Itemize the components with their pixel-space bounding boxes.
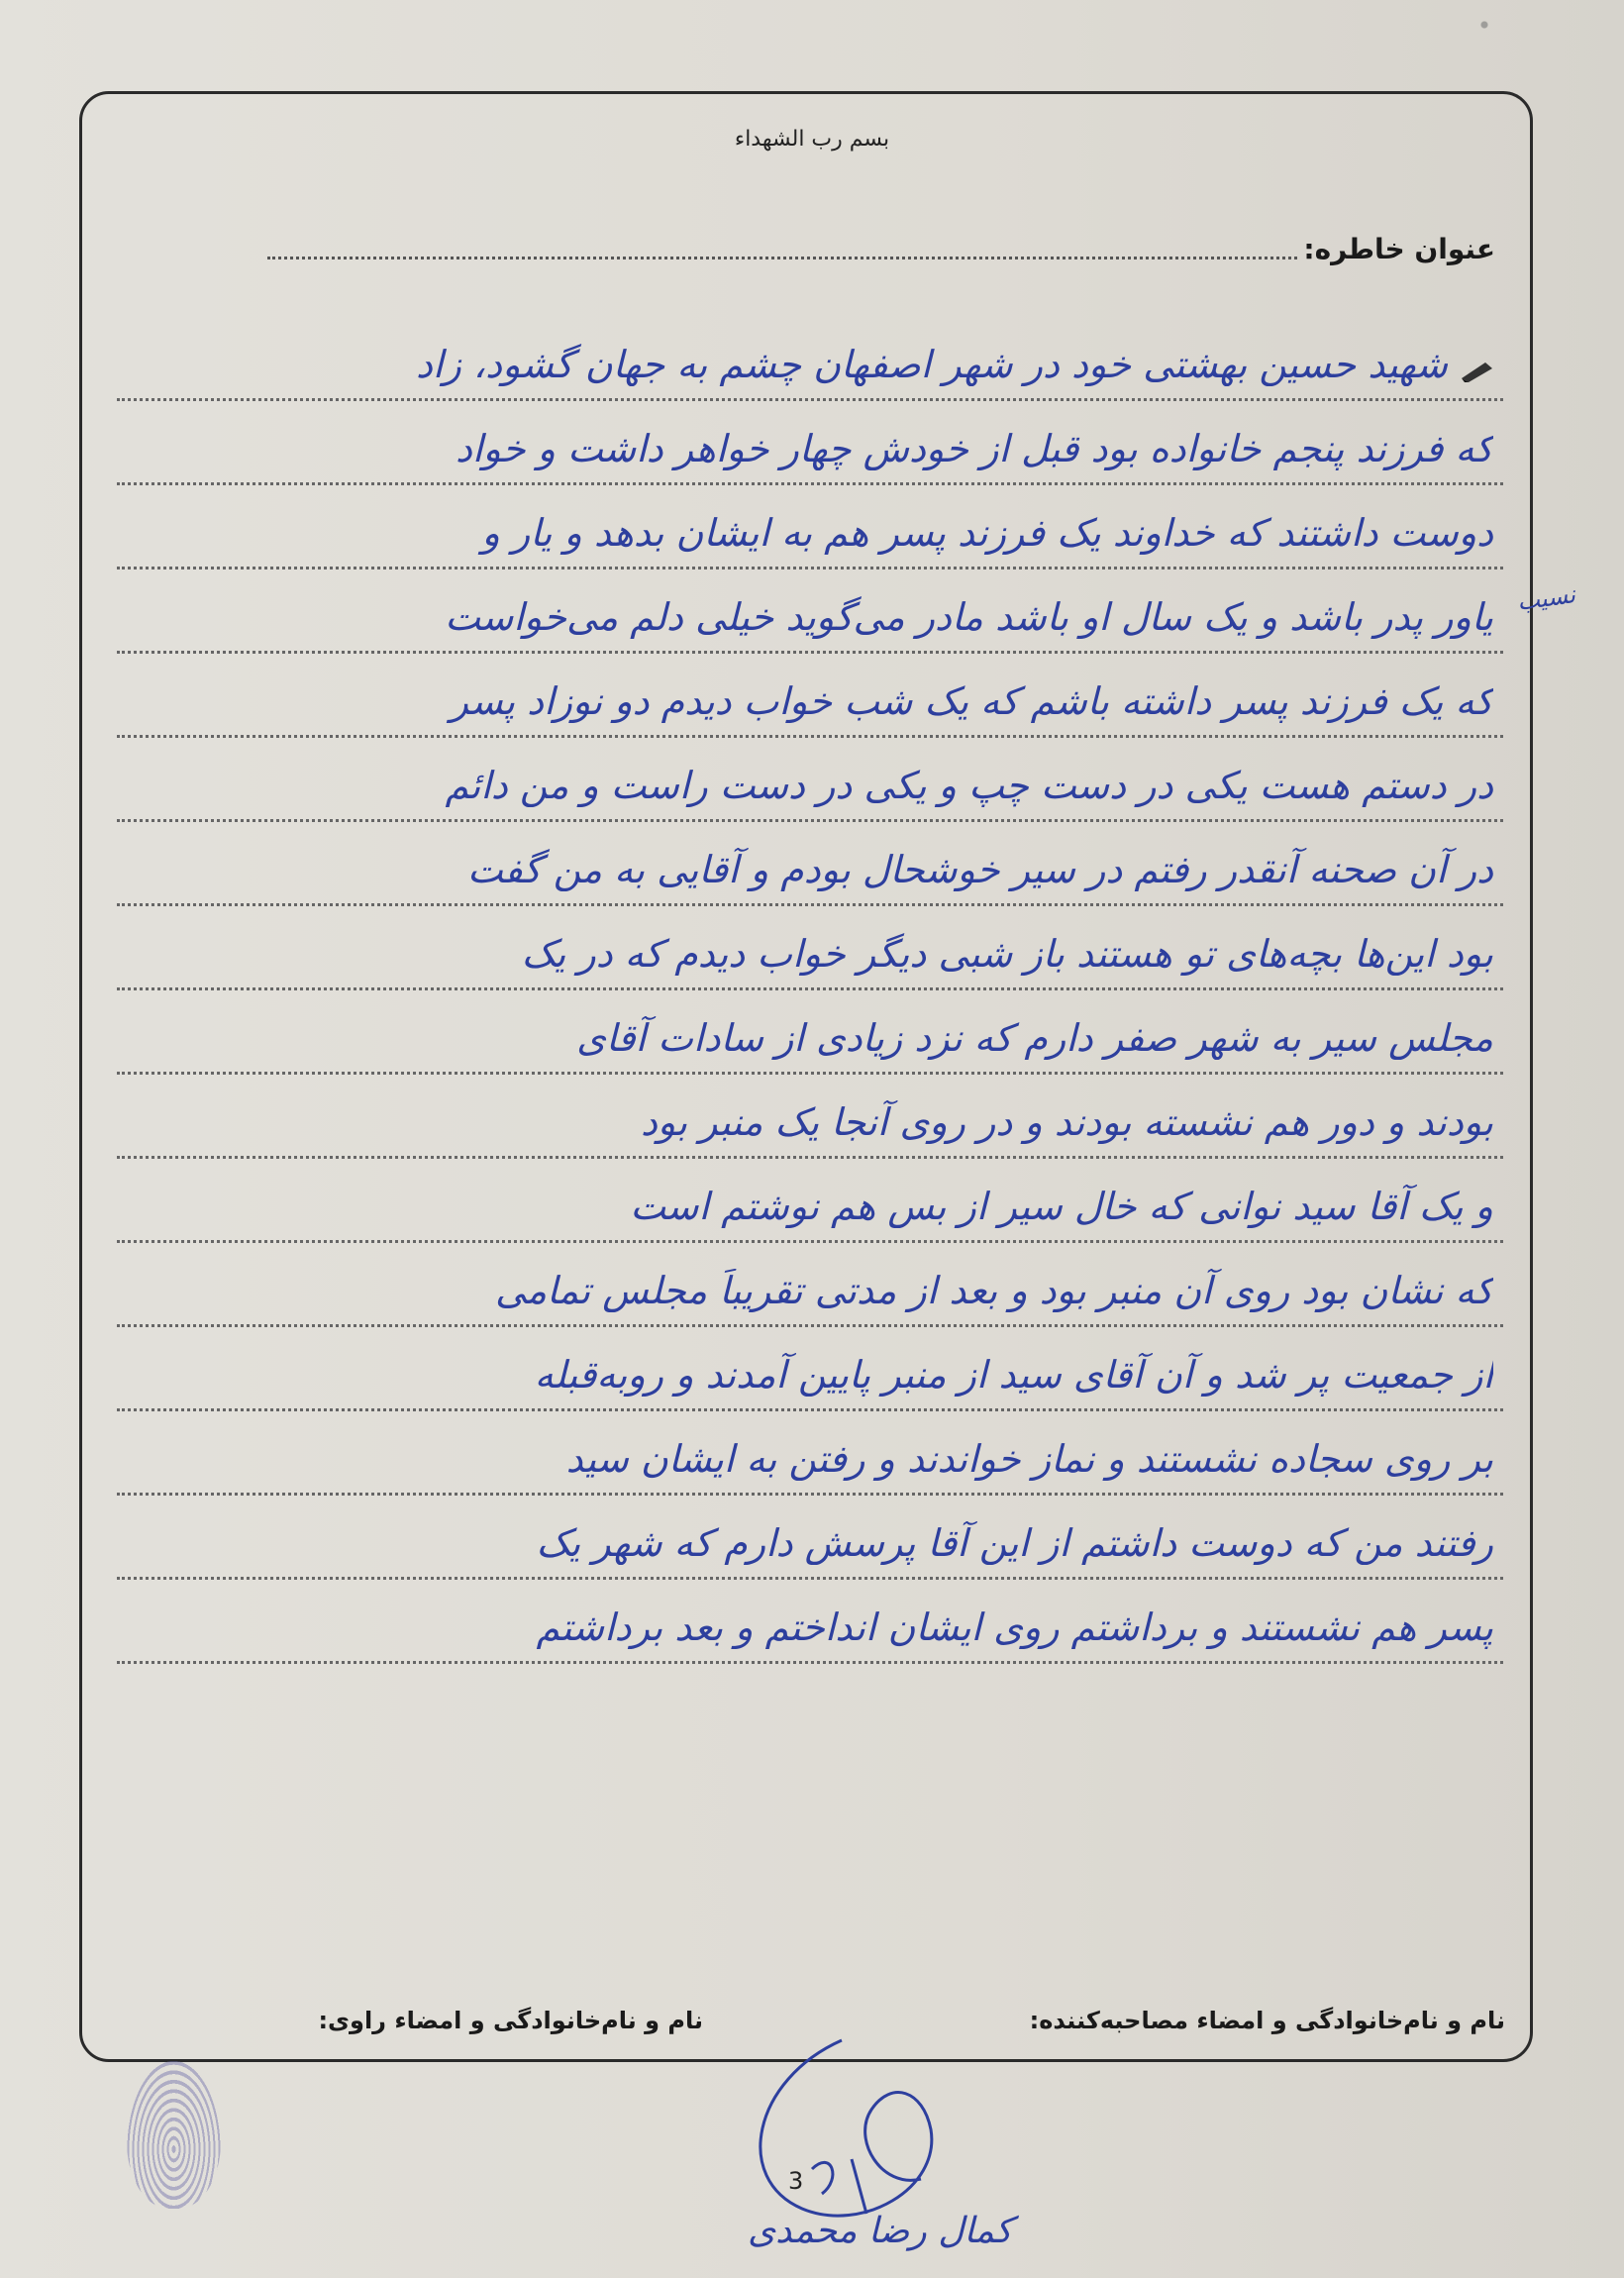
handwritten-line [117,1243,1503,1327]
fingerprint-icon [127,2060,221,2209]
handwritten-line [117,906,1503,990]
bismillah-header: بسم رب الشهداء [734,127,890,152]
handwritten-text: بود این‌ها بچه‌های تو هستند باز شبی دیگر خواب دیدم که در یک [521,932,1493,976]
title-row [267,226,1495,265]
handwritten-lines [117,317,1503,1664]
handwritten-line [117,654,1503,738]
handwritten-text: که یک فرزند پسر داشته باشم که یک شب خواب دیدم دو نوزاد پسر [450,679,1493,723]
narrator-label: نام و نام‌خانوادگی و امضاء راوی: [318,2007,703,2034]
signature-name: کمال رضا محمدی [748,2211,1013,2251]
handwritten-line [117,1159,1503,1243]
handwritten-text: رفتند من که دوست داشتم از این آقا پرسش دارم که شهر یک [536,1521,1493,1565]
handwritten-text: که نشان بود روی آن منبر بود و بعد از مدتی تقریباً مجلس تمامی [495,1269,1493,1312]
handwritten-text: مجلس سیر به شهر صفر دارم که نزد زیادی از سادات آقای [576,1016,1493,1060]
handwritten-line [117,1580,1503,1664]
handwritten-text: در دستم هست یکی در دست چپ و یکی در دست راست و من دائم [445,764,1493,807]
handwritten-text: و یک آقا سید نوانی که خال سیر از بس هم نوشتم است [630,1185,1493,1228]
pen-icon [1460,359,1495,384]
handwritten-line [117,738,1503,822]
handwritten-line [117,317,1503,401]
handwritten-text: در آن صحنه آنقدر رفتم در سیر خوشحال بودم و آقایی به من گفت [467,848,1493,891]
corner-mark [1473,18,1495,32]
title-dotted-line [267,257,1297,259]
handwritten-line [117,1327,1503,1411]
handwritten-line [117,1075,1503,1159]
handwritten-text: بر روی سجاده نشستند و نماز خواندند و رفتن به ایشان سید [565,1437,1493,1481]
handwritten-text: یاور پدر باشد و یک سال او باشد مادر می‌گوید خیلی دلم می‌خواست [445,595,1493,639]
margin-note: نسیب [1515,580,1577,616]
handwritten-text: پسر هم نشستند و برداشتم روی ایشان انداختم و بعد برداشتم [536,1605,1493,1649]
handwritten-line [117,1496,1503,1580]
handwritten-line [117,570,1503,654]
handwritten-text: شهید حسین بهشتی خود در شهر اصفهان چشم به جهان گشود، زاد [416,343,1448,386]
handwritten-line [117,990,1503,1075]
page-number: 3 [788,2167,804,2195]
handwritten-line [117,485,1503,570]
handwritten-text: از جمعیت پر شد و آن آقای سید از منبر پایین آمدند و روبه‌قبله [534,1353,1493,1397]
interviewer-label: نام و نام‌خانوادگی و امضاء مصاحبه‌کننده: [1029,2007,1505,2034]
handwritten-text: دوست داشتند که خداوند یک فرزند پسر هم به ایشان بدهد و یار و [481,511,1493,555]
title-label: عنوان خاطره: [1303,233,1495,265]
handwritten-text: بودند و دور هم نشسته بودند و در روی آنجا یک منبر بود [640,1100,1493,1144]
handwritten-line [117,401,1503,485]
handwritten-text: که فرزند پنجم خانواده بود قبل از خودش چهار خواهر داشت و خواد [455,427,1493,470]
handwritten-line [117,1411,1503,1496]
handwritten-line [117,822,1503,906]
